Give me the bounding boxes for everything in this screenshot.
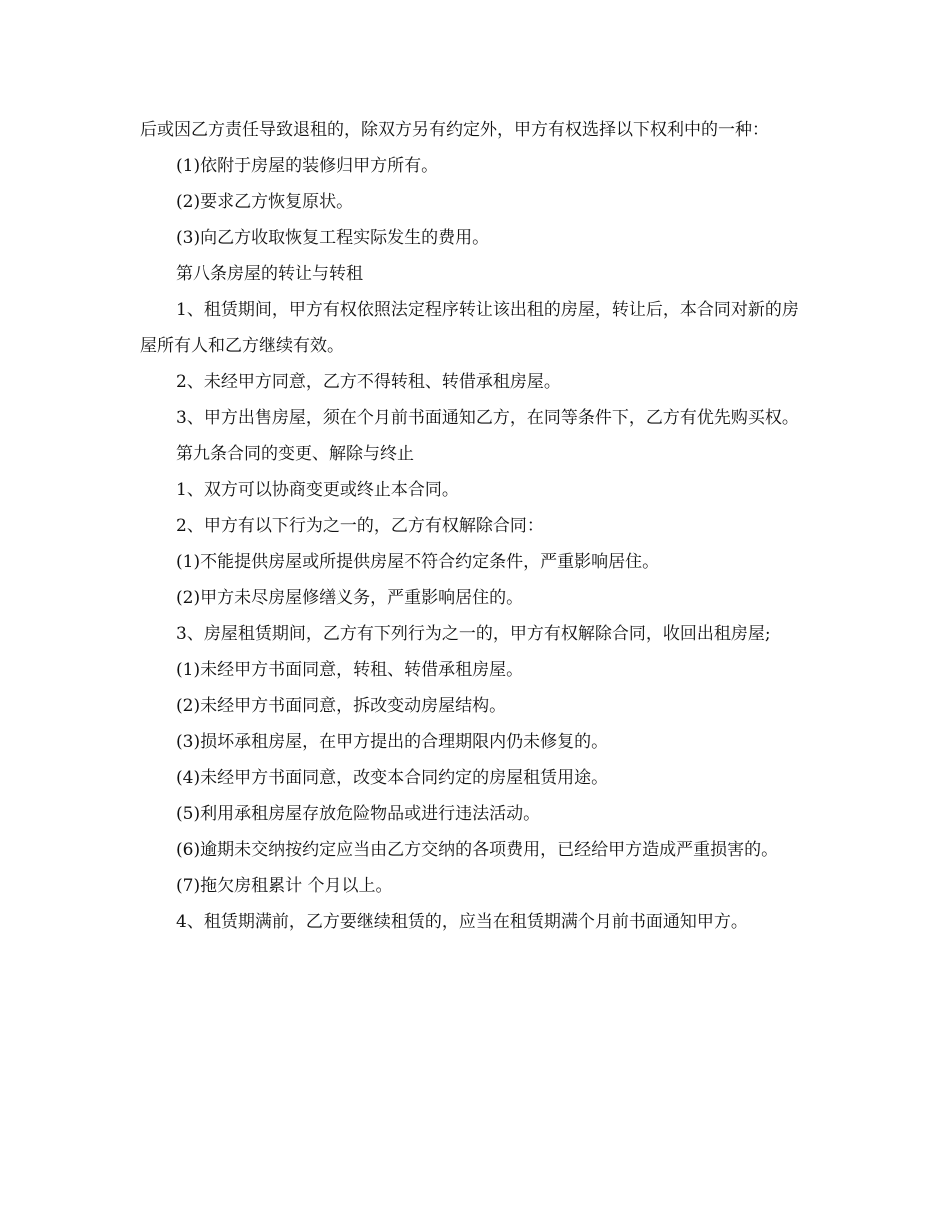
paragraph-article-9-item-3-sub-7: (7)拖欠房租累计 个月以上。 (176, 876, 393, 896)
paragraph-article-8-item-2: 2、未经甲方同意，乙方不得转租、转借承租房屋。 (176, 372, 561, 392)
paragraph-option-3: (3)向乙方收取恢复工程实际发生的费用。 (176, 228, 490, 248)
document-body (140, 112, 812, 940)
paragraph-article-9-item-2-sub-1: (1)不能提供房屋或所提供房屋不符合约定条件，严重影响居住。 (176, 552, 660, 572)
paragraph-article-9-item-1: 1、双方可以协商变更或终止本合同。 (176, 480, 459, 500)
paragraph-article-9-item-4: 4、租赁期满前，乙方要继续租赁的，应当在租赁期满个月前书面通知甲方。 (176, 912, 748, 932)
paragraph-option-1: (1)依附于房屋的装修归甲方所有。 (176, 156, 439, 176)
paragraph-article-9-item-2-sub-2: (2)甲方未尽房屋修缮义务，严重影响居住的。 (176, 588, 524, 608)
paragraph-article-9-item-3-sub-5: (5)利用承租房屋存放危险物品或进行违法活动。 (176, 804, 541, 824)
paragraph-article-9-item-3-sub-6: (6)逾期未交纳按约定应当由乙方交纳的各项费用，已经给甲方造成严重损害的。 (176, 840, 779, 860)
paragraph-article-9-item-3: 3、房屋租赁期间，乙方有下列行为之一的，甲方有权解除合同，收回出租房屋; (176, 624, 771, 644)
paragraph-article-9-item-2: 2、甲方有以下行为之一的，乙方有权解除合同： (176, 516, 544, 536)
paragraph-article-8-item-3: 3、甲方出售房屋，须在个月前书面通知乙方，在同等条件下，乙方有优先购买权。 (176, 408, 799, 428)
paragraph-continuation: 后或因乙方责任导致退租的，除双方另有约定外，甲方有权选择以下权利中的一种： (140, 120, 769, 140)
paragraph-article-9-item-3-sub-1: (1)未经甲方书面同意，转租、转借承租房屋。 (176, 660, 524, 680)
paragraph-article-9-item-3-sub-2: (2)未经甲方书面同意，拆改变动房屋结构。 (176, 696, 507, 716)
paragraph-article-9-item-3-sub-3: (3)损坏承租房屋，在甲方提出的合理期限内仍未修复的。 (176, 732, 609, 752)
section-heading-article-8: 第八条房屋的转让与转租 (176, 264, 363, 284)
paragraph-article-9-item-3-sub-4: (4)未经甲方书面同意，改变本合同约定的房屋租赁用途。 (176, 768, 609, 788)
section-heading-article-9: 第九条合同的变更、解除与终止 (176, 444, 414, 464)
paragraph-article-8-item-1: 1、租赁期间，甲方有权依照法定程序转让该出租的房屋，转让后，本合同对新的房屋所有人和乙方继续有效。 (140, 300, 799, 356)
paragraph-option-2: (2)要求乙方恢复原状。 (176, 192, 354, 212)
